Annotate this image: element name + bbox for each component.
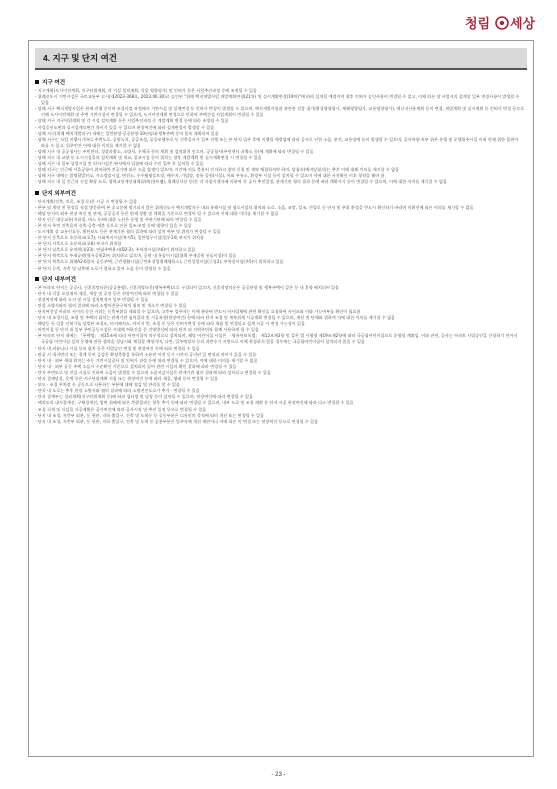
list-item: - 당해 지구(위례 택지개발지구) 내에는 일반분양·공공분양·10년임대·행복주택 등의 블록 계획되어 있음 — [35, 130, 219, 136]
list-item: - 당해 지구 내 일부 상업시설 및 편의시설은 판자에서 입점에 따라 수인 입주 후 설치될 수 있음 — [35, 161, 204, 167]
svg-text:청림: 청림 — [465, 17, 491, 32]
subsection-title: 단지 내부여건 — [42, 276, 76, 283]
document-content — [35, 75, 527, 425]
list-item: - 본 단지 북측으로 주제공원(역사공원2)이 위치하고 있으며, 공원 내 통돌이시설(위례 주제공원 통돌이창)이 있음 — [35, 253, 237, 259]
list-item: - 관할 소방서와의 협의 결과에 따라 소방차전용구역의 위치 및 개소가 변경될 수 있음 — [35, 302, 187, 308]
list-item: - 조경 식재 및 시설물 시공계획은 공사여건에 따라 공사시작 및 추진 일정 등으로 변경될 수 있음 — [35, 406, 207, 412]
list-item: - 단지 인근 대중교통(지하철, 버스 등)에 대한 노선은 운영 및 주관기관에 따라 변경될 수 있음 — [35, 216, 202, 222]
square-bullet-icon — [35, 80, 39, 84]
list-item: - 본 단지 주변 건축물의 신축·증축·개축 등으로 인한 일조·조망 등에 영향이 있을 수 있음 — [35, 222, 192, 228]
logo-graphic — [465, 13, 543, 33]
list-item: - 사업승인도면과 실시설계도면간 차이가 있을 수 있으며 현장여건에 따라 설계변경이 발생할 수 있음 — [35, 124, 215, 130]
list-item: - 배치도의 대지경계선, 구체경계선, 법면 위배에 따른 측량결과는 향후 추가 등에 따라 변경될 수 있으며, 내부 도로 및 조경 계획 등 단지 시공 현장여건에 따라 다소 변경될 수 있음 — [35, 400, 354, 406]
subsection-heading — [35, 189, 527, 197]
list-item: - 단지계획(건축, 토목, 조경 등)은 시공 시 변경될 수 있음 — [35, 198, 138, 204]
subsection-heading — [35, 275, 527, 283]
list-item: - 단지 내 조경, 저층부 외관, 동 현관, 지하 출입구, 건축 및 도색 등 공용부분은 입주자에 개선 제안이나 이에 따른 미 변경 또는 현장여건 등으로 변경될 수 있음 — [35, 418, 319, 424]
list-item: - 단지 내 도로는 추후 관할 소방서와 협의 결과에 따라 소방전진도로가 추가 · 변경될 수 있음 — [35, 388, 200, 394]
page-number: - 23 - — [271, 772, 286, 778]
list-item: - 해당 단지의 외부 현장 여건 및 관계, 공공공지 등은 현재 상황 및 계획을 기준으로 변경이 될 수 있으며 이에 대한 이의를 제기할 수 없음 — [35, 210, 279, 216]
list-item: - 단지 경계담장, 옹벽 등은 지구단위계획 지침 또는 현장여건 등에 따라 재질, 형태 등이 변경될 수 있음 — [35, 376, 219, 382]
list-item: - 보도 · 조경 주차장 등 공동으로 사용하는 부분에 대해 점검 및 관리를 할 수 있음 — [35, 382, 180, 388]
list-item: - 당해 지구 지구단위계획 및 각 시설 설치계획 등은 사업추진과정 중 개발계획 변경 등에 따라 조정될 수 있음 — [35, 118, 229, 124]
list-item: - 현장여건에 따라 녹지 및 시설 설치면적이 일부 변경될 수 있음 — [35, 296, 149, 302]
logo — [465, 12, 543, 34]
list-item: - 본 단지 동측으로 초등학교(초7), 사회복지시설(복지5), 일반업무시설(업무14) 부지가 위치함 — [35, 235, 204, 241]
list-item: - 단지 내 · 외부 세대 위치는 주동 기반시설공사 및 인허가 과정 등에 따라 변경될 수 있으며, 이에 대한 이의를 제기할 수 없음 — [35, 357, 258, 363]
list-item: - 본 아파트 단지 내에는 「주택법」 제35조에 따라 어린이집이 의무적으로 설치되며, 해당 어린이집 시설은 「영유아보육법」 제12조제3항 및 같은 법 시행령 제19조제2항에 따라 국공립어린이집으로 운영될 계획임. 이와 관련, 공사는 아파트 사업승인을 신청하기 전까지 국공립 어린이집 설치 운영에 관한 협약을 성남시와 체결할 예정이며, 다만, 입주예정자 등의 과반수가 서면으로 이에 찬성하지 않을 경우에는 국공립어린이집이 설치되지 않을 수 있음 — [35, 333, 518, 345]
list-item: - 단지 내 각종 포장재의 재질, 색상 및 공장 등은 현장여건에 따라 변경될 수 있음 — [35, 290, 179, 296]
list-item: - 해당동 등 각종 인허가를 상업된 조경도, 단지배치도, 아이지 칸, 조경 등 등은 인허가변경 등에 따라 제품 및 변경되고 설계 시공 시 변경 가능성이 있음 — [35, 321, 305, 327]
list-item: - 단지여건상 아파트 사이의 동간 거리는 동측부위를 제외할 수 있으며, 고층부 입주자는 이에 관하여 반드시 아사업체에 관련 확인을 요청하여 사이즈와 이와 가능여부를 확인이 필요함 — [35, 309, 361, 314]
list-item: - 단지 내 커뮤니티 시설 등의 위치 등은 사업승인 변경 및 현장여건 등에 따라 변경될 수 있음 — [35, 345, 200, 351]
list-item: - 단지 내 · 외부 공동 주택 소음시 수준확인 기준으로 설치되어 있어 관련 시설의 확인 결과에 따라 변경될 수 있음 — [35, 363, 237, 369]
subsection-title: 지구 여건 — [42, 80, 66, 86]
square-bullet-icon — [35, 277, 39, 281]
section-title: 4. 지구 및 단지 여건 — [43, 53, 118, 63]
svg-text:세상: 세상 — [510, 17, 536, 32]
list-item: - 단지 주변도로 및 진입 시설로 인하여 소음이 발생할 수 있으며 소음저감시설은 관계기관 협의 결과에 따라 설치되고 변경될 수 있음 — [35, 369, 271, 375]
list-item: - 도시계획 상 교통신호등, 횡단보도 등은 관계기관 협의 결과에 따라 설치 여부 및 위치가 변경될 수 있음 — [35, 228, 221, 234]
list-item: - 본 단지 북측으로 위례A2-6블록 공동주택, 근린생활시설(근린4-상업위례체육소), 근린상업시설(근상2), 주차장시설(주5)이 위치하고 있음 — [35, 259, 284, 265]
list-item: - 위례신도시 기반시설은 국토교통부 고시(제2023-368호, 2023.06.30)로 승인된 "위례 택지개발사업 개발계획변경(21차) 및 실시계획변경(19차)"에 따라 설치될 예정이며 향후 인허가 승인사항이 변경될 수 있고, 이에 따른 당 사업지의 설계상 일부 변경사항이 발생할 수 있음 — [35, 94, 520, 106]
list-item: - 어린이집 등 단지 내 일부 주민공동시설은 시대에 여하건을 등 건영방식에 따라 단지 외 지역주민과 함께 사용하게 될 수 있음 — [35, 327, 259, 333]
list-item: - 지구계획(도시이전계획, 지구단위계획, 각 시설 설치계획, 각종 영향평가) 및 인허가 등은 사업추진과정 중에 조정될 수 있음 — [35, 88, 257, 93]
list-item: - 단지 내 조경시설, 조형 및 주택의 위치는 관계기관 심의결과 및 시공과정(현장여건) 등에 따라 단지 조경 및 세부위계 시공계획 변경될 수 있으며, 계산 및 단체와 위하여 이에 대한 이의를 제기할 수 없음 — [35, 315, 396, 321]
list-item: - 단지 경계부는 성외계획(지구단위계획 등)에 따라 필터링 및 담장 등이 설치될 수 있으며, 현장여건에 따라 변경될 수 있음 — [35, 394, 253, 400]
list-item: - 당해 지구 내 교량 등 도시기설물의 설치계획 및 학교, 종교시설 등의 위치는 향후 개발계획 및 실시계획변경 시 변경될 수 있음 — [35, 155, 262, 161]
list-item: - 본 단지 동측, 서측 및 남측에 도로가 접하고 있어 소음 등이 발생할 수 있음 — [35, 265, 171, 271]
list-item: - 관공 시 내지면의 또는 경계 등의 증감은 확정측량을 통하여 소유권 이전 등기 시까지 공지된 일 면적과 차이가 있을 수 있음 — [35, 351, 257, 357]
list-item: - 본부 및 계약 전 현장을 직접 방문하여 본 공고문에 명기되지 않은 위례신도시 택지개발지구 내외 유해시설 및 혐오시설의 위치와 도로, 소음, 조망, 일조, 전입로 등 단지 및 주위 환경을 반드시 확인하기 바라며 미확인에 따른 이의를 제기할 수 없음 — [35, 204, 474, 210]
square-bullet-icon — [35, 191, 39, 195]
document-page — [28, 40, 534, 757]
list-item: - 당해 지구 내 일 인근의 신설 확장 도로, 광역교통개선대책(위례선(트램), 위례신사선 등)은 각 사업시행자에 의하여 각 공사 추진일정, 관계기관 협의 결과 등에 따라 계획시기 등이 변경될 수 있으며, 이에 대한 이의를 제기할 수 없음 — [35, 179, 447, 185]
list-item: - 당해 지구 내 공공청사는 주민센터, 경찰파출소, 소방서, 우체국 등의 계획 및 설치위치 인으며, 공공청사(주민센터 파출소 등)에 계획에 따라 변경될 수 있음 — [35, 148, 314, 154]
subsection-heading — [35, 78, 527, 86]
subsection-title: 단지 외부여건 — [42, 190, 76, 197]
list-item: - 단지 내 조경, 저층부 외관, 동 현관, 지하 출입구, 건축 및 도색등 등 공동부분은 디자인의 목적에 따라 개선 또는 변경될 수 있음 — [35, 412, 265, 418]
list-item: - 당해 지구는 인근에 서울공항이 위치하여 전공기에 따른 소음 발생이 있으며, 시간에 이를 충분히 인지하고 청약 신청 및 계약 체결하셔야 하며, 당첨자(예비당첨자)는 추후 이에 대해 이의를 제기할 수 없음 — [35, 167, 400, 173]
section-header — [35, 48, 527, 70]
list-item: - 당해 지구 내에는 열병합발전소, 가스정압시설, 변전소, 우수펌핑플트장, 배수지, 가압장, 송유 공원(시설), 옥외 주유소, 환경부 시설 등이 설치될 수 있으며 이에 대한 사전확인 이후 청약을 해야 함 — [35, 173, 385, 179]
list-item: - 당해 지구 택지개발사업은 현재 진행 중이며 조성사업 과정에서 기반시설 및 설계변경 등 인허가 변경이 발생할 수 있으며, 택지개발사업과 관련한 각종 평가(환경영향평가, 재해영향평가, 교통영향평가), 에너지사용계획 등의 변경, 개발계획 및 실시계획 등 인허가 변경 등으로 인해 도시이전계획 및 주변 기반시설이 변경될 수 있으며, 도시이전계획 변경으로 인하여 주택건설 사업계획이 변경될 수 있음 — [35, 106, 525, 118]
list-item: - 본 단지 남측으로 유치원(유23), 연립주택용지(D2-2), 주차장시설(주6)이 위치하고 있음 — [35, 247, 196, 253]
list-item: - 당해 지구는 사업 진행시기마다 주변도로, 공원녹지, 공공조성, 공공보행통로 등 건축공사가 일부 진행 또는 본 단지 입주 후에 지행될 예정임에 따라 공사로 인한 소음, 분진, 교통장애 등이 발생할 수 있으며, 공사차량·처부 위주 통행 및 운행위주시설 이외 현재 위한 불편이 따를 수 있고, 입주민간 이에 대한 이의를 제기할 수 없음 — [35, 136, 519, 148]
list-item: - 본 아파트 단지는 공공사, 신혼희망타운(공공분양), 신혼희망타운(행복주택)으로 구성되어 있으며, 신혼희망타운은 공공분양 및 행복주택이 같은 동 내 혼합 배치되어 있음 — [35, 284, 340, 290]
list-item: - 본 단지 서측으로 초등학교(초6) 부지가 위치함 — [35, 241, 122, 247]
